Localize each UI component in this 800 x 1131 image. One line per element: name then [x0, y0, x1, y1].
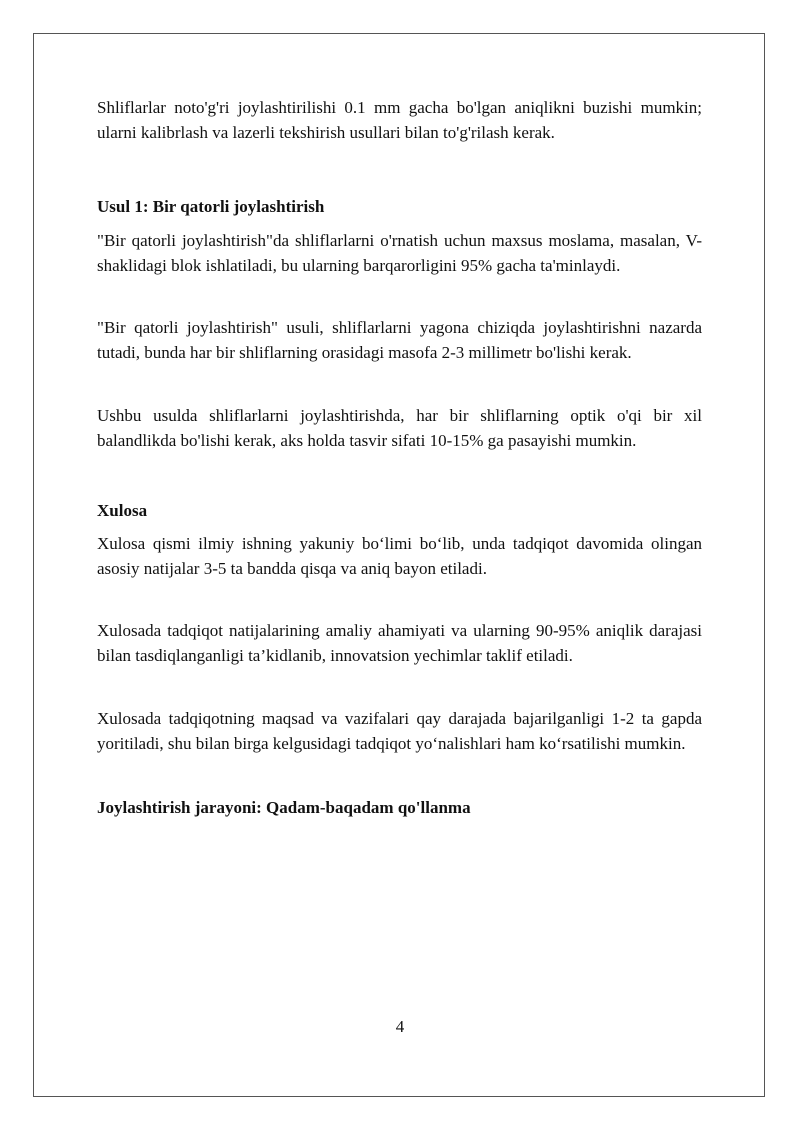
paragraph-conclusion-summary: Xulosa qismi ilmiy ishning yakuniy bo‘limi bo‘lib, unda tadqiqot davomida olingan asosiy natijalar 3-5 ta bandda qisqa va aniq bayon etiladi. — [97, 534, 702, 578]
paragraph-single-row-fixture: "Bir qatorli joylashtirish"da shliflarlarni o'rnatish uchun maxsus moslama, masalan, V-shaklidagi blok ishlatiladi, bu ularning barqarorligini 95% gacha ta'minlaydi. — [97, 231, 702, 275]
paragraph-conclusion-goals: Xulosada tadqiqotning maqsad va vazifalari qay darajada bajarilganligi 1-2 ta gapda yoritiladi, shu bilan birga kelgusidagi tadqiqot yo‘nalishlari ham ko‘rsatilishi mumkin. — [97, 709, 702, 753]
heading-placement-process: Joylashtirish jarayoni: Qadam-baqadam qo'llanma — [97, 798, 471, 817]
paragraph-conclusion-significance: Xulosada tadqiqot natijalarining amaliy ahamiyati va ularning 90-95% aniqlik darajasi bilan tasdiqlanganligi ta’kidlanib, innovatsion yechimlar taklif etiladi. — [97, 621, 702, 665]
heading-method-1: Usul 1: Bir qatorli joylashtirish — [97, 197, 325, 216]
paragraph-optical-axis: Ushbu usulda shliflarlarni joylashtirishda, har bir shliflarning optik o'qi bir xil balandlikda bo'lishi kerak, aks holda tasvir sifati 10-15% ga pasayishi mumkin. — [97, 406, 702, 450]
paragraph-slit-misalignment: Shliflarlar noto'g'ri joylashtirilishi 0.1 mm gacha bo'lgan aniqlikni buzishi mumkin; ularni kalibrlash va lazerli tekshirish usullari bilan to'g'rilash kerak. — [97, 98, 702, 142]
page-content — [97, 95, 702, 820]
heading-conclusion: Xulosa — [97, 501, 148, 520]
page-number: 4 — [395, 1017, 405, 1036]
paragraph-single-row-spacing: "Bir qatorli joylashtirish" usuli, shliflarlarni yagona chiziqda joylashtirishni nazarda tutadi, bunda har bir shliflarning orasidagi masofa 2-3 millimetr bo'lishi kerak. — [97, 318, 702, 362]
